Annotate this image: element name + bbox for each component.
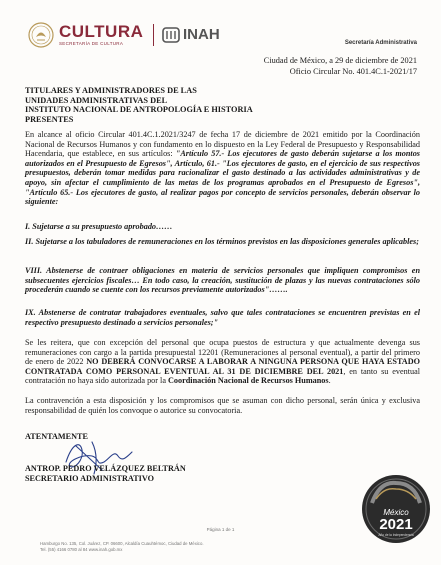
inah-logo [162,26,220,43]
reiter-authority: Coordinación Nacional de Recursos Humanos [168,376,329,386]
addressee-block [25,86,253,124]
intro-paragraph [25,130,420,207]
intro-law-quote: "Artículo 57.- Los ejecutores de gasto deberán sujetarse a los montos autorizados en el Presupuesto de Egresos", Artículo, 61.- "Los ejecutores de gasto, en el ejercicio de sus respectivos presupuestos, deberán tomar medidas para racionalizar el gasto destinado a las actividades administrativas y de apoyo, sin afectar el cumplimiento de las metas de los programas aprobados en el Presupuesto de Egresos", "Artículo 65.- Los ejecutores de gasto, al realizar pagos por concepto de servicios personales, deberán observar lo siguiente: [25,149,420,207]
footer-contact-line: Tel. (55) 4166 0780 al 84 www.inah.gob.mx [40,547,123,552]
reiter-text: , en tanto su eventual contratación no haya sido autorizada por la [25,366,420,386]
signature-block [25,432,186,484]
circular-number: Oficio Circular No. 401.4C.1-2021/17 [289,66,417,76]
page-number: Página 1 de 1 [206,527,235,532]
intro-text: En alcance al oficio Circular 401.4C.1.2021/3247 de fecha 17 de diciembre de 2021 emitido por la Coordinación Nacional de Recursos Humanos y con fundamento en lo dispuesto en la Ley Federal de Presupuesto y Responsabilidad Hacendaria, que establece, en sus artículos: [25,130,420,159]
cultura-subtitle: SECRETARÍA DE CULTURA [59,41,124,47]
signer-name: ANTROP. PEDRO VELÁZQUEZ BELTRÁN [25,464,186,473]
inah-mark-icon [162,27,180,43]
reiteration-paragraph [25,338,420,386]
law-item-ix: IX. Abstenerse de contratar trabajadores eventuales, salvo que tales contrataciones se encuentren previstas en el respectivo presupuesto destinado a servicios personales;" [25,308,420,327]
addressee-line: TITULARES Y ADMINISTRADORES DE LAS [25,86,197,95]
reiter-text: Se les reitera, que con excepción del personal que ocupa puestos de estructura y que actualmente devenga sus remuneraciones con cargo a la partida presupuestal 12201 (Remuneraciones al personal eventual), a partir del primero de enero de 2022 [25,338,420,367]
addressee-line: UNIDADES ADMINISTRATIVAS DEL [25,95,168,105]
law-item-i: I. Sujetarse a su presupuesto aprobado…… [25,222,173,231]
signer-title: SECRETARIO ADMINISTRATIVO [25,474,154,483]
logo-divider [153,24,154,46]
seal-word: México [383,508,409,517]
document-meta [264,56,417,77]
footer-address-line: Hamburgo No. 135, Col. Juárez, CP. 06600, Alcaldía Cuauhtémoc, Ciudad de México. [40,541,204,546]
reiter-emphasis: NO DEBERÁ CONVOCARSE A LABORAR A NINGUNA PERSONA QUE HAYA ESTADO CONTRATADA COMO PERSONAL EVENTUAL AL 31 DE DICIEMBRE DEL 2021 [25,357,420,376]
cultura-logo [28,22,143,48]
seal-subtitle: Año de la Independencia [378,533,414,537]
national-seal-icon [28,22,54,48]
footer-address [40,541,204,553]
addressee-line: INSTITUTO NACIONAL DE ANTROPOLOGÍA E HISTORIA [25,105,253,114]
reiter-text: . [328,376,331,386]
law-item-ii: II. Sujetarse a los tabuladores de remuneraciones en los términos previstos en las disposiciones generales aplicables; [25,237,419,246]
department-label: Secretaría Administrativa [344,40,417,46]
mexico-2021-seal [360,473,432,545]
cultura-name: CULTURA [59,22,144,42]
contravention-paragraph: La contravención a esta disposición y los compromisos que se asuman con dicho personal, serán única y exclusiva responsabilidad de quién los convoque o autorice su convocatoria. [25,396,420,415]
closing: ATENTAMENTE [25,432,88,441]
inah-name: INAH [183,26,220,43]
place-date: Ciudad de México, a 29 de diciembre de 2021 [263,56,417,65]
seal-year: 2021 [379,516,413,533]
law-item-viii: VIII. Abstenerse de contraer obligaciones en materia de servicios personales que impliquen compromisos en subsecuentes ejercicios fiscales… En todo caso, la creación, sustitución de plazas y las nuevas contrataciones sólo procederán cuando se cuente con los recursos previamente autorizados"……. [25,266,420,295]
addressee-line: PRESENTES [25,114,74,124]
